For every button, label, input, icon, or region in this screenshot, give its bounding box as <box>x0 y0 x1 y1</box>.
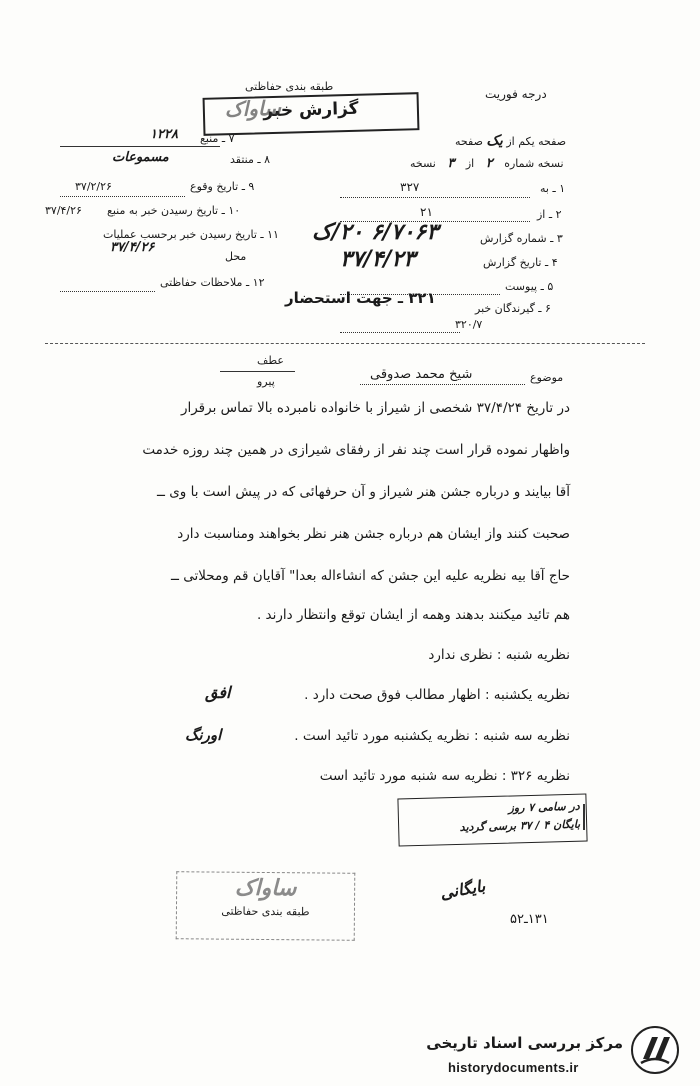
event-date-value: ۳۷/۲/۲۶ <box>75 180 112 193</box>
received-ops-label: ۱۱ ـ تاریخ رسیدن خبر برحسب عملیات <box>103 228 279 241</box>
evaluation-value: مسموعات <box>112 150 169 165</box>
security-notes-line <box>60 290 155 292</box>
event-date-label: ۹ ـ تاریخ وقوع <box>190 180 255 193</box>
body-line-2: واظهار نموده قرار است چند نفر از رفقای شیرازی در همین چند روزه خدمت <box>142 442 570 458</box>
to-line <box>340 196 530 198</box>
classification-bottom: طبقه بندی حفاظتی <box>221 904 310 919</box>
file-number: ۱۳۱ـ۵۲ <box>510 912 549 927</box>
source-label: ۷ ـ منبع <box>200 132 235 145</box>
received-ops-value: ۳۷/۴/۲۶ <box>110 240 155 255</box>
from-label: ۲ ـ از <box>537 208 562 221</box>
stamp-overlay-savak: ساواک <box>224 95 282 122</box>
recipients-line <box>340 331 460 333</box>
stamp-margin-mark <box>583 804 585 830</box>
report-no-label: ۳ ـ شماره گزارش <box>480 232 563 245</box>
stamp-title: گزارش خبر <box>263 98 359 122</box>
evaluation-label: ۸ ـ منتقد <box>230 153 271 166</box>
body-line-3: آقا بیایند و درباره جشن هنر شیراز و آن حرفهائی که در پیش است با وی ــ <box>157 484 570 500</box>
signature-orang: اورنگ <box>185 726 222 744</box>
place-label: محل <box>225 250 247 263</box>
page-of: یک <box>486 133 503 149</box>
center-name: مرکز بررسی اسناد تاریخی <box>426 1034 623 1052</box>
signature-ofogh: افق <box>205 683 231 702</box>
copy-word: نسخه <box>410 157 436 170</box>
to-label: ۱ ـ به <box>540 182 566 195</box>
subject-label: موضوع <box>530 371 564 384</box>
received-source-value: ۳۷/۴/۲۶ <box>45 204 82 217</box>
peiro-label: پیرو <box>257 375 275 388</box>
opinion-326: نظریه ۳۲۶ : نظریه سه شنبه مورد تائید است <box>319 768 570 784</box>
received-source-label: ۱۰ ـ تاریخ رسیدن خبر به منبع <box>107 204 241 217</box>
attachment-label: ۵ ـ پیوست <box>505 280 554 293</box>
subject-line <box>360 383 525 385</box>
center-site-link[interactable]: historydocuments.ir <box>448 1060 579 1075</box>
body-line-1: در تاریخ ۳۷/۴/۲۴ شخصی از شیراز با خانواده نامبرده بالا تماس برقرار <box>180 400 570 416</box>
report-date-label: ۴ ـ تاریخ گزارش <box>483 256 558 269</box>
atf-label: عطف <box>257 354 284 367</box>
archive-stamp-line-1: در سامی ۷ روز <box>508 799 580 815</box>
page-label-text: صفحه یکم از <box>506 135 567 148</box>
classification-top: طبقه بندی حفاظتی <box>245 80 334 93</box>
event-date-line <box>60 195 185 197</box>
page-word: صفحه <box>455 135 483 148</box>
recipients-value: ۳۲۱ ـ جهت استحضار <box>285 289 436 307</box>
opinion-yekshanbe: نظریه یکشنبه : اظهار مطالب فوق صحت دارد . <box>304 687 570 703</box>
body-line-5: حاج آقا بیه نظریه علیه این جشن که انشاءاله بعدا" آقایان قم ومحلاتی ــ <box>171 568 570 584</box>
opinion-shanbe: نظریه شنبه : نظری ندارد <box>428 647 570 663</box>
from-value: ۲۱ <box>420 205 433 219</box>
recipients-label: ۶ ـ گیرندگان خبر <box>475 302 551 315</box>
reference-divider <box>220 371 295 372</box>
header-separator <box>45 342 645 344</box>
opinion-seshanbe: نظریه سه شنبه : نظریه یکشنبه مورد تائید است . <box>294 728 570 744</box>
recipients-value-2: ۳۲۰/۷ <box>455 318 483 331</box>
priority-label: درجه فوریت <box>485 87 547 101</box>
archive-stamp <box>397 794 587 847</box>
subject-value: شیخ محمد صدوقی <box>370 367 473 382</box>
copy-total: ۳ <box>447 156 455 171</box>
report-date-value: ۳۷/۴/۲۳ <box>340 247 416 272</box>
body-line-6: هم تائید میکنند بدهند وهمه از ایشان توقع وانتظار دارند . <box>256 607 570 623</box>
copy-value: ۲ <box>485 156 493 171</box>
source-line <box>60 146 220 147</box>
bottom-signature: بایگانی <box>438 876 487 903</box>
to-value: ۳۲۷ <box>400 180 420 194</box>
source-value: ۱۲۲۸ <box>150 127 178 142</box>
copy-of: از <box>465 157 475 170</box>
report-type-stamp <box>203 92 420 136</box>
security-notes-label: ۱۲ ـ ملاحظات حفاظتی <box>160 276 265 289</box>
report-no-value: ۶/۷۰۶۳ ۲۰/ک <box>312 220 439 245</box>
bottom-stamp-overlay: ساواک <box>234 875 297 902</box>
copy-label <box>410 156 564 171</box>
page-label <box>455 133 566 149</box>
center-logo-icon <box>630 1025 680 1075</box>
copy-label-text: نسخه شماره <box>504 157 564 170</box>
classification-stamp-bottom <box>176 871 356 941</box>
archive-stamp-line-2: بایگان ۴ / ۳۷ برسی گردید <box>459 817 581 834</box>
body-line-4: صحبت کنند واز ایشان هم درباره جشن هنر نظر بخواهند ومناسبت دارد <box>177 526 570 542</box>
